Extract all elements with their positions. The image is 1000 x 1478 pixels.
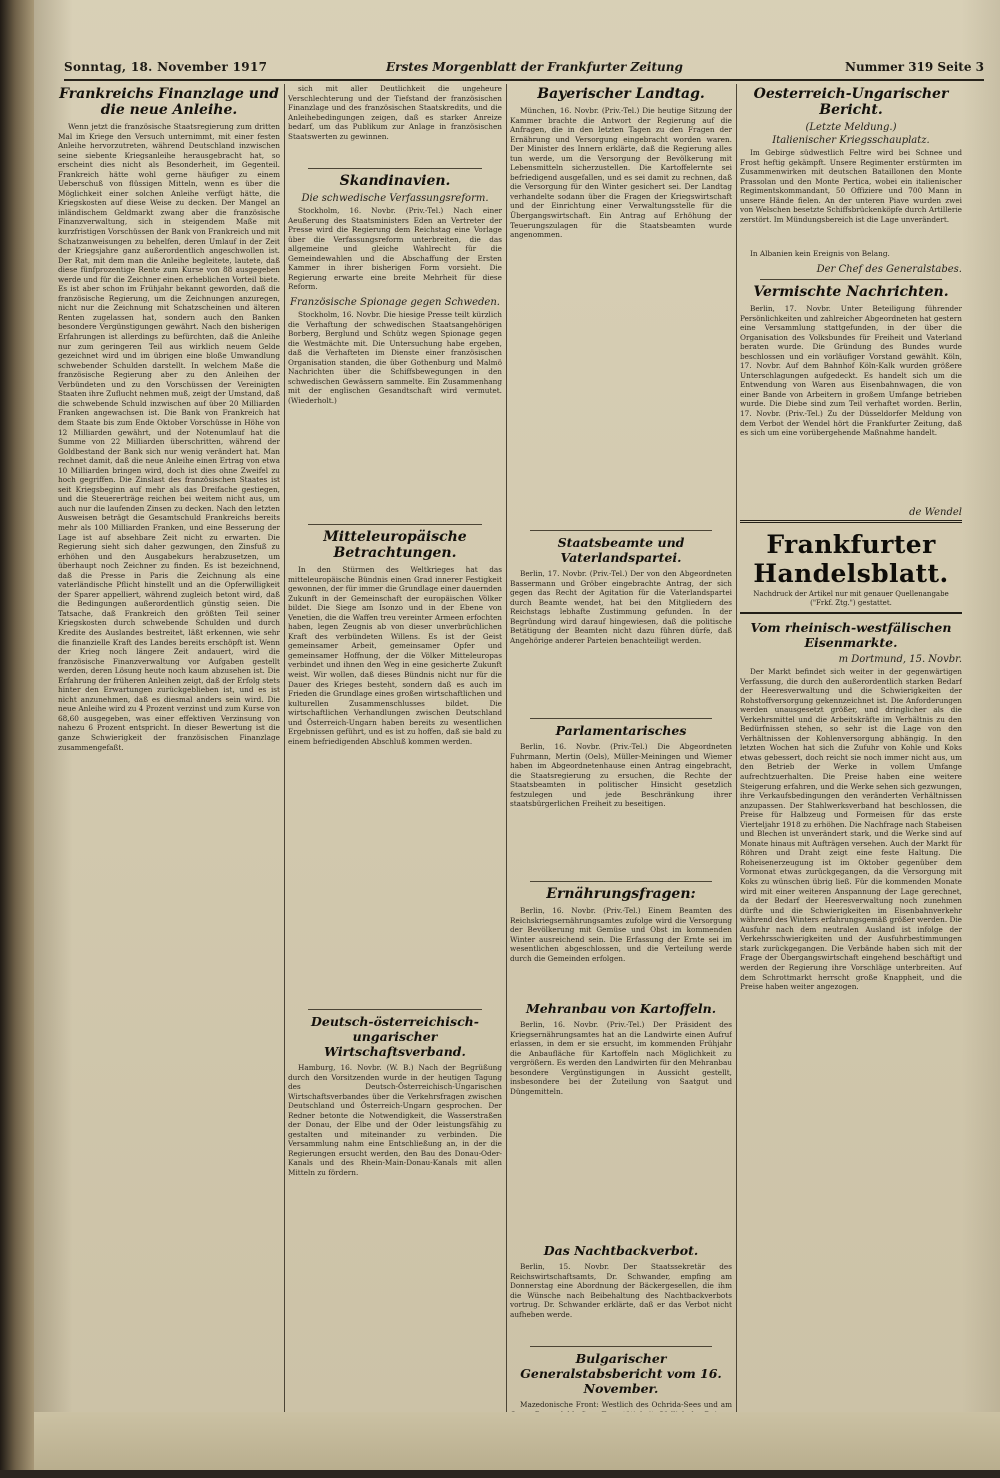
headline-bulgarischer-bericht: Bulgarischer Generalstabsbericht vom 16. November. — [520, 1351, 722, 1396]
section-separator — [308, 168, 482, 169]
headline-nachtbackverbot: Das Nachtbackverbot. — [543, 1243, 699, 1258]
article-body: Der Markt befindet sich weiter in der gegenwärtigen Verfassung, die durch den außerordentlich starken Bedarf der Heeresverwaltung und die Schwierigkeiten der Rohstoffversorgung gekennzeichnet ist. Die Anforderungen werden unausgesetzt größer, und dringlicher als die Verkehrsmittel und die Arbeitskräfte im Verhältnis zu den Bedürfnissen stehen, so sehr ist die Lage von den Verhältnissen der Kohlenversorgung abhängig. In den letzten Wochen hat sich die Zufuhr von Kohle und Koks etwas gebessert, doch reicht sie noch immer nicht aus, um den Betrieb der Werke in vollem Umfange aufrechtzuerhalten. Die Preise haben eine weitere Steigerung erfahren, und die Werke sehen sich gezwungen, ihre Verkaufsbedingungen den veränderten Verhältnissen anzupassen. Der Stahlwerksverband hat beschlossen, die Preise für Halbzeug und Formeisen für das erste Vierteljahr 1918 zu erhöhen. Die Nachfrage nach Stabeisen und Blechen ist unverändert stark, und die Werke sind auf Monate hinaus mit Aufträgen versehen. Auch der Markt für Röhren und Draht zeigt eine feste Haltung. Die Roheisenerzeugung ist im Oktober gegenüber dem Vormonat etwas zurückgegangen, da die Versorgung mit Koks zu wünschen übrig ließ. Für die kommenden Monate wird mit einer weiteren Anspannung der Lage gerechnet, da der Bedarf der Heeresverwaltung noch zunehmen dürfte und die Schwierigkeiten im Eisenbahnverkehr während des Winters erfahrungsgemäß größer werden. Die Ausfuhr nach dem neutralen Ausland ist infolge der Verkehrsschwierigkeiten und der Ausfuhrbestimmungen stark zurückgegangen. Die Verbände haben sich mit der Frage der Übergangswirtschaft eingehend beschäftigt und werden der Regierung ihre Vorschläge unterbreiten. Auf dem Schrottmarkt herrscht große Knappheit, und die Preise haben weiter angezogen. — [740, 667, 962, 992]
subheadline: Italienischer Kriegsschauplatz. — [772, 135, 930, 146]
article-body: In Albanien kein Ereignis von Belang. — [750, 249, 890, 258]
signature: de Wendel — [909, 507, 962, 518]
handelsblatt-title: Frankfurter Handelsblatt. — [753, 530, 949, 588]
column-3 — [510, 84, 732, 1478]
column-1 — [58, 84, 280, 1415]
headline-eisenmarkt: Vom rheinisch-westfälischen Eisenmarkte. — [750, 620, 952, 650]
headline-staatsbeamte: Staatsbeamte und Vaterlandspartei. — [557, 535, 685, 565]
article-body: Stockholm, 16. Novbr. Die hiesige Presse teilt kürzlich die Verhaftung der schwedischen Staatsangehörigen Borberg, Berglund und Schütz wegen Spionage gegen die Westmächte mit. Die Untersuchung habe ergeben, daß die Verhafteten im Dienste einer französischen Organisation standen, die über Gothenburg und Malmö Nachrichten über die Schiffsbewegungen in den schwedischen Gewässern sammelte. Ein Zusammenhang mit der englischen Gesandtschaft wird vermutet. (Wiederholt.) — [288, 310, 502, 405]
section-separator — [308, 524, 482, 525]
article-body: Berlin, 16. Novbr. (Priv.-Tel.) Die Abgeordneten Fuhrmann, Mertin (Oels), Müller-Meiningen und Wiemer haben im Abgeordnetenhause einen Antrag eingebracht, die Staatsregierung zu ersuchen, die Rechte der Staatsbeamten in politischer Hinsicht gesetzlich festzulegen und jede Beschränkung ihrer staatsbürgerlichen Freiheit zu beseitigen. — [510, 742, 732, 809]
article-body: Wenn jetzt die französische Staatsregierung zum dritten Mal im Kriege den Versuch unternimmt, mit einer festen Anleihe hervorzutreten, während Deutschland inzwischen seine siebente Kriegsanleihe herausgebracht hat, so erscheint dies nicht als Besonderheit, im Gegenteil. Frankreich hätte wohl gerne häufiger zu einem Ueberschuß von flüssigen Mitteln, wenn es über die Möglichkeit einer solchen Anleihe verfügt hätte, die Kriegskosten auf diese Weise zu decken. Der Mangel an inländischem Geldmarkt zwang aber die französische Finanzverwaltung, sich in steigendem Maße mit kurzfristigen Vorschüssen der Bank von Frankreich und mit Schatzanweisungen zu behelfen, deren Umlauf in der Zeit der Kriegsjahre ganz außerordentlich angeschwollen ist. Der Rat, mit dem man die Anleihe begleitete, lautete, daß diese fünfprozentige Rente zum Kurse von 88 ausgegeben werde und für die Zeichner einen erheblichen Vorteil biete. Es ist aber schon im Frühjahr bekannt geworden, daß die französische Regierung, um die Zeichnungen anzuregen, nicht nur die Zeichnung mit Schatzscheinen und älteren Renten zugelassen hat, sondern auch den Banken besondere Vergünstigungen gewährt. Nach den bisherigen Erfahrungen ist allerdings zu befürchten, daß die Anleihe nur zum geringeren Teil aus wirklich neuem Gelde gezeichnet wird und im übrigen eine bloße Umwandlung schwebender Schulden darstellt. In welchem Maße die französische Regierung aber zu den Anleihen der Verbündeten und zu den Vorschüssen der Vereinigten Staaten ihre Zuflucht nehmen muß, zeigt der Umstand, daß die schwebende Schuld inzwischen auf über 20 Milliarden Franken angewachsen ist. Die Bank von Frankreich hat dem Staate bis zum Ende Oktober Vorschüsse in Höhe von 12 Milliarden gewährt, und der Notenumlauf hat die Summe von 22 Milliarden überschritten, während der Goldbestand der Bank sich nur wenig verändert hat. Man rechnet damit, daß die neue Anleihe einen Ertrag von etwa 10 Milliarden bringen wird, doch ist dies ohne Zweifel zu hoch gegriffen. Die Zinslast des französischen Staates ist seit Kriegsbeginn auf mehr als das Dreifache gestiegen, und die Steuererträge reichen bei weitem nicht aus, um auch nur die laufenden Zinsen zu decken. Nach den letzten Ausweisen beträgt die Gesamtschuld Frankreichs bereits mehr als 100 Milliarden Franken, und eine Besserung der Lage ist auf absehbare Zeit nicht zu erwarten. Die Regierung sieht sich daher gezwungen, den Zinsfuß zu erhöhen und den Ausgabekurs herabzusetzen, um überhaupt noch Zeichner zu finden. Es ist bezeichnend, daß die Presse in Paris die Zeichnung als eine vaterländische Pflicht hinstellt und an die Opferwilligkeit der Sparer appelliert, während zugleich betont wird, daß die Bedingungen außerordentlich günstig seien. Die Tatsache, daß Frankreich den größten Teil seiner Kriegskosten durch schwebende Schulden und durch Kredite des Auslandes bestreitet, läßt erkennen, wie sehr die finanzielle Kraft des Landes bereits erschöpft ist. Wenn der Krieg noch längere Zeit andauert, wird die französische Finanzverwaltung vor Aufgaben gestellt werden, deren Lösung heute noch kaum abzusehen ist. Die Erfahrung der früheren Anleihen zeigt, daß der Erfolg stets hinter den Erwartungen zurückgeblieben ist, und es ist nicht anzunehmen, daß es diesmal anders sein wird. Die neue Anleihe wird zu 4 Prozent verzinst und zum Kurse von 68,60 ausgegeben, was einer effektiven Verzinsung von nahezu 6 Prozent entspricht. In dieser Bewertung ist die ganze Schwierigkeit der französischen Finanzlage zusammengefaßt. — [58, 122, 280, 752]
headline-frankreichs-finanzlage: Frankreichs Finanzlage und die neue Anleihe. — [59, 86, 279, 118]
masthead-rule — [64, 79, 984, 81]
masthead — [64, 60, 984, 80]
reprint-notice: Nachdruck der Artikel nur mit genauer Quellenangabe ("Frkf. Ztg.") gestattet. — [753, 590, 949, 607]
section-separator — [530, 881, 712, 882]
column-divider — [506, 84, 507, 1414]
section-separator — [530, 718, 712, 719]
masthead-page-number: Nummer 319 Seite 3 — [844, 60, 984, 74]
headline-skandinavien: Skandinavien. — [339, 173, 451, 189]
article-body: Berlin, 15. Novbr. Der Staatssekretär des Reichswirtschaftsamts, Dr. Schwander, empfing am Donnerstag eine Abordnung der Bäckergesellen, die ihm die Wünsche nach Beibehaltung des Nachtbackverbots vortrug. Dr. Schwander erklärte, daß er das Verbot nicht aufheben werde. — [510, 1262, 732, 1319]
subheadline: Die schwedische Verfassungsreform. — [301, 193, 489, 204]
article-body: Berlin, 16. Novbr. (Priv.-Tel.) Einem Beamten des Reichskriegsernährungsamtes zufolge wird die Versorgung der Bevölkerung mit Gemüse und Obst im kommenden Winter ausreichend sein. Die Erfassung der Ernte sei im wesentlichen abgeschlossen, und die Verteilung werde durch die Gemeinden erfolgen. — [510, 906, 732, 963]
article-body: sich mit aller Deutlichkeit die ungeheure Verschlechterung und der Tiefstand der französischen Finanzlage und des französischen Staatskredits, und die Anleihebedingungen zeigen, daß es starker Anreize bedarf, um das Publikum zur Anlage in französischen Staatswerten zu gewinnen. — [288, 84, 502, 141]
subheadline: (Letzte Meldung.) — [805, 122, 897, 133]
section-separator — [308, 1009, 482, 1010]
headline-bayerischer-landtag: Bayerischer Landtag. — [537, 86, 705, 102]
article-body: Berlin, 17. Novbr. (Priv.-Tel.) Der von den Abgeordneten Bassermann und Gröber eingebrachte Antrag, der sich gegen das Recht der Agitation für die Vaterlandspartei durch Beamte wendet, hat bei den Mitgliedern des Reichstags lebhafte Zustimmung gefunden. In der Begründung wird darauf hingewiesen, daß die politische Betätigung der Beamten nicht dazu führen dürfe, daß Angehörige anderer Parteien benachteiligt werden. — [510, 569, 732, 645]
article-body: Berlin, 17. Novbr. Unter Beteiligung führender Persönlichkeiten und zahlreicher Abgeordneten hat gestern eine Versammlung stattgefunden, in der über die Organisation des Volksbundes für Freiheit und Vaterland beraten wurde. Die Gründung des Bundes wurde beschlossen und ein vorläufiger Vorstand gewählt. Köln, 17. Novbr. Auf dem Bahnhof Köln-Kalk wurden größere Unterschlagungen aufgedeckt. Es handelt sich um die Entwendung von Waren aus Eisenbahnwagen, die von einer Bande von Arbeitern in großem Umfange betrieben wurde. Die Diebe sind zum Teil verhaftet worden. Berlin, 17. Novbr. (Priv.-Tel.) Zu der Düsseldorfer Meldung von dem Verbot der Wendel hört die Frankfurter Zeitung, daß es sich um eine vorübergehende Maßnahme handelt. — [740, 304, 962, 438]
section-separator — [760, 279, 942, 280]
headline-vermischte-nachrichten: Vermischte Nachrichten. — [753, 284, 949, 300]
headline-wirtschaftsverband: Deutsch-österreichisch-ungarischer Wirtschaftsverband. — [311, 1014, 479, 1059]
article-body: Berlin, 16. Novbr. (Priv.-Tel.) Der Präsident des Kriegsernährungsamtes hat an die Landwirte einen Aufruf erlassen, in dem er sie ersucht, im kommenden Frühjahr die Anbaufläche für Kartoffeln nach Möglichkeit zu vergrößern. Es werden den Landwirten für den Mehranbau besondere Vergünstigungen in Aussicht gestellt, insbesondere bei der Zuteilung von Saatgut und Düngemitteln. — [510, 1020, 732, 1096]
book-binding-edge — [0, 0, 34, 1470]
article-body: Hamburg, 16. Novbr. (W. B.) Nach der Begrüßung durch den Vorsitzenden wurde in der heutigen Tagung des Deutsch-Österreichisch-Ungarischen Wirtschaftsverbandes über die Verkehrsfragen zwischen Deutschland und Österreich-Ungarn gesprochen. Der Redner betonte die Notwendigkeit, die Wasserstraßen der Donau, der Elbe und der Oder leistungsfähig zu gestalten und miteinander zu verbinden. Die Versammlung nahm eine Entschließung an, in der die Regierungen ersucht werden, den Bau des Donau-Oder-Kanals und des Rhein-Main-Donau-Kanals mit allen Mitteln zu fördern. — [288, 1063, 502, 1178]
column-divider — [284, 84, 285, 1414]
section-separator — [530, 1346, 712, 1347]
article-body: In den Stürmen des Weltkrieges hat das mitteleuropäische Bündnis einen Grad innerer Festigkeit gewonnen, der für immer die Grundlage einer dauernden Zukunft in der Gemeinschaft der europäischen Völker bildet. Die Siege am Isonzo und in der Ebene von Venetien, die die Waffen treu vereinter Armeen erfochten haben, legen Zeugnis ab von dieser unverbrüchlichen Kraft des verbündeten Willens. Es ist der Geist gemeinsamer Arbeit, gemeinsamer Opfer und gemeinsamer Hoffnung, der die Völker Mitteleuropas verbindet und ihnen den Weg in eine gesicherte Zukunft weist. Wir wollen, daß dieses Bündnis nicht nur für die Dauer des Krieges besteht, sondern daß es auch im Frieden die Grundlage eines großen wirtschaftlichen und kulturellen Zusammenschlusses bildet. Die wirtschaftlichen Verhandlungen zwischen Deutschland und Österreich-Ungarn haben bereits zu wesentlichen Ergebnissen geführt, und es ist zu hoffen, daß sie bald zu einem befriedigenden Abschluß kommen werden. — [288, 565, 502, 746]
headline-mitteleuropaeische-betrachtungen: Mitteleuropäische Betrachtungen. — [323, 529, 467, 561]
signature: Der Chef des Generalstabes. — [816, 264, 962, 275]
page-bottom-margin — [34, 1412, 1000, 1470]
headline-ernaehrungsfragen: Ernährungsfragen: — [546, 886, 696, 902]
column-2 — [288, 84, 502, 1396]
headline-parlamentarisches: Parlamentarisches — [555, 723, 687, 738]
article-body: Mazedonische Front: Westlich des Ochrida-Sees und am — [520, 1400, 732, 1409]
newspaper-page — [34, 0, 1000, 1470]
section-separator — [530, 530, 712, 531]
headline-mehranbau-kartoffeln: Mehranbau von Kartoffeln. — [525, 1001, 717, 1016]
article-body: München, 16. Novbr. (Priv.-Tel.) Die heutige Sitzung der Kammer brachte die Antwort der Regierung auf die Anfragen, die in den letzten Tagen zu den Fragen der Ernährung und Versorgung eingebracht worden waren. Der Minister des Innern erklärte, daß die Regierung alles tun werde, um die Versorgung der Bevölkerung mit Lebensmitteln sicherzustellen. Die Kartoffelernte sei befriedigend ausgefallen, und es sei damit zu rechnen, daß die Versorgung für den Winter gesichert sei. Der Landtag verhandelte sodann über die Fragen der Kriegswirtschaft und der Einrichtung einer Verwaltungsstelle für die Übergangswirtschaft. Ein Antrag auf Erhöhung der Teuerungszulagen für die Staatsbeamten wurde angenommen. — [510, 106, 732, 240]
handelsblatt-banner — [740, 520, 962, 614]
column-4 — [740, 84, 962, 1430]
subheadline: Französische Spionage gegen Schweden. — [290, 297, 500, 308]
dateline: m Dortmund, 15. Novbr. — [838, 654, 962, 665]
headline-oesterreich-ungarischer-bericht: Oesterreich-Ungarischer Bericht. — [753, 86, 949, 118]
masthead-date: Sonntag, 18. November 1917 — [64, 60, 268, 74]
article-body: Im Gebirge südwestlich Feltre wird bei Schnee und Frost heftig gekämpft. Unsere Regimenter erstürmten im Zusammenwirken mit deutschen Bataillonen den Monte Prassolan und den Monte Pertica, wobei ein italienischer Regimentskommandant, 50 Offiziere und 700 Mann in unsere Hände fielen. An der unteren Piave wurden zwei von Welschen besetzte Schiffsbrückenköpfe durch Artillerie zerstört. Im Mündungsbereich ist die Lage unverändert. — [740, 148, 962, 224]
masthead-title: Erstes Morgenblatt der Frankfurter Zeitung — [386, 60, 683, 74]
article-body: Stockholm, 16. Novbr. (Priv.-Tel.) Nach einer Aeußerung des Staatsministers Eden an Vertreter der Presse wird die Regierung dem Reichstag eine Vorlage über die Verfassungsreform unterbreiten, die das allgemeine und gleiche Wahlrecht für die Gemeindewahlen und die Abschaffung der Ersten Kammer in ihrer bisherigen Form vorsieht. Die Regierung erwarte eine breite Mehrheit für diese Reform. — [288, 206, 502, 292]
column-divider — [736, 84, 737, 1414]
